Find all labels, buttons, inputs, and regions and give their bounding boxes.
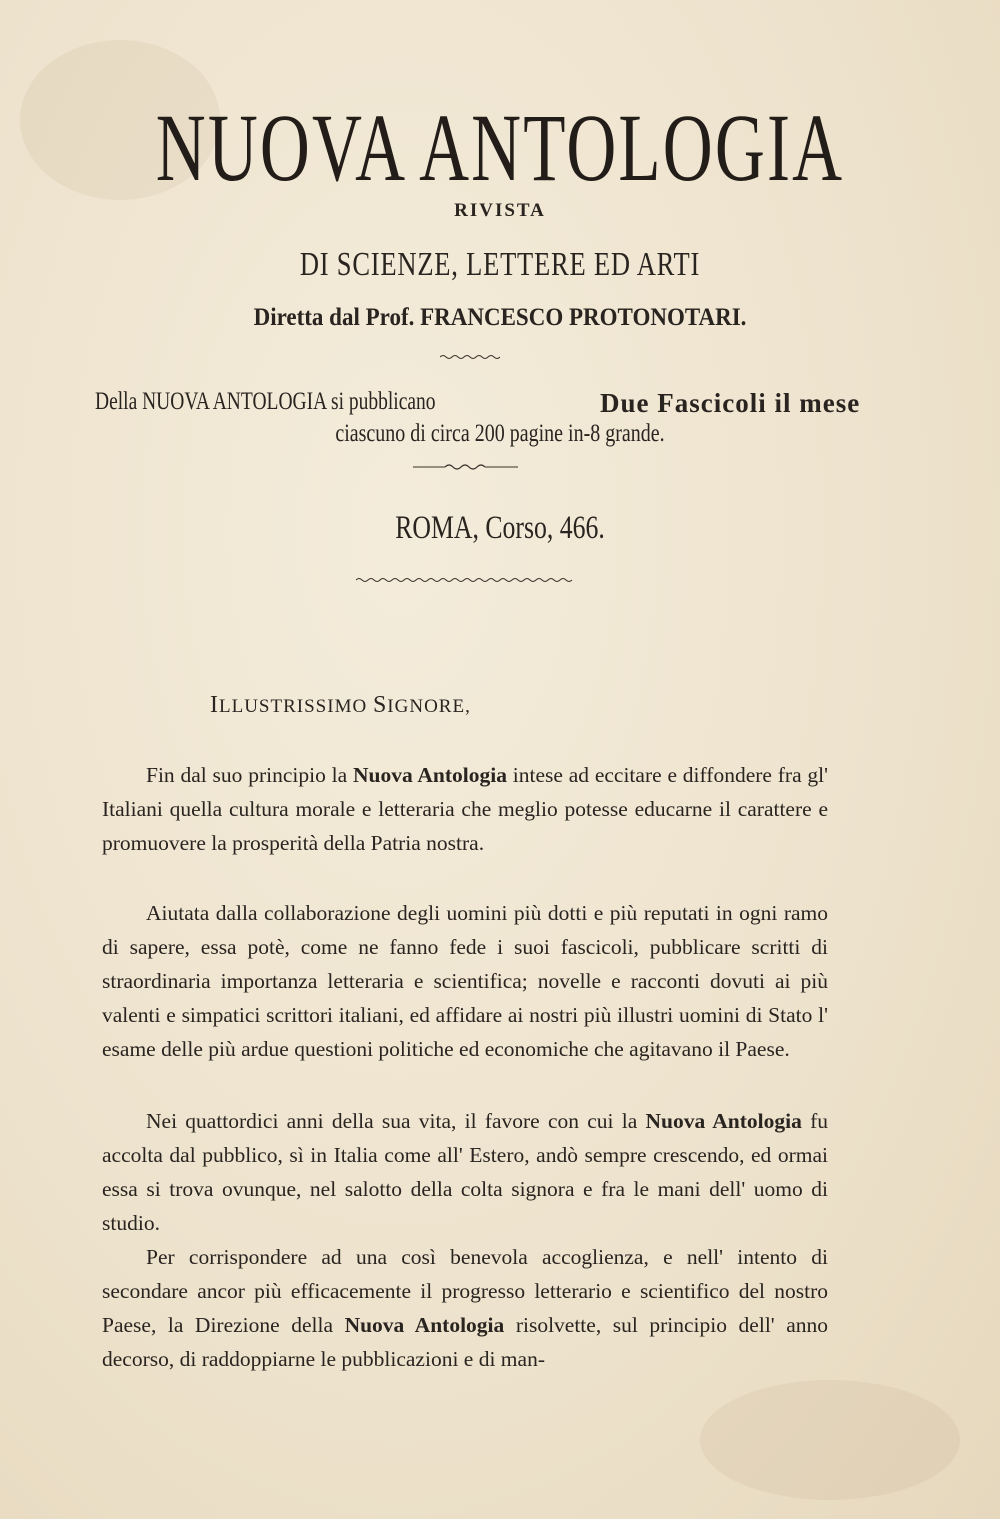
masthead-subject: DI SCIENZE, LETTERE ED ARTI [299,246,701,283]
letter-paragraph-4: Per corrispondere ad una così benevola accoglienza, e nell' intento di secondare ancor più efficacemente il progresso letterario e scientifico del nostro Paese, la Direzione della Nuova Antologia risolvette, sul principio dell' anno decorso, di raddoppiarne le pubblicazioni e di man- [102,1245,828,1371]
publication-line-2: ciascuno di circa 200 pagine in-8 grande. [335,420,665,447]
publication-frequency: Due Fascicoli il mese [600,388,861,418]
letter-paragraph-2: Aiutata dalla collaborazione degli uomini più dotti e più reputati in ogni ramo di sapere, essa potè, come ne fanno fede i suoi fascicoli, pubblicare scritti di straordinaria importanza letteraria e scientifica; novelle e racconti dovuti ai più valenti e simpatici scrittori italiani, ed affidare ai nostri più illustri uomini di Stato l' esame delle più ardue questioni politiche ed economiche che agitavano il Paese. [102,901,828,1061]
journal-name: Nuova Antologia [344,1313,505,1337]
long-wavy-rule-ornament [356,575,574,585]
masthead-subtitle: RIVISTA [454,200,546,221]
director-line: Diretta dal Prof. FRANCESCO PROTONOTARI. [253,304,747,331]
journal-name: Nuova Antologia [353,763,507,787]
letter-paragraph-3: Nei quattordici anni della sua vita, il favore con cui la Nuova Antologia fu accolta dal pubblico, sì in Italia come all' Estero, andò sempre crescendo, ed ormai essa si trova ovunque, nel salotto della colta signora e fra le mani dell' uomo di studio. [102,1109,829,1235]
publication-line-1 [95,388,861,418]
wavy-rule-ornament [440,352,500,362]
paper-stain [700,1380,960,1500]
masthead-title: NUOVA ANTOLOGIA [155,94,845,201]
salutation: ILLUSTRISSIMO SIGNORE, [210,692,471,718]
journal-name: Nuova Antologia [645,1109,802,1133]
scroll-rule-ornament [413,462,518,472]
publication-prefix: Della NUOVA ANTOLOGIA si pubblicano [95,388,436,415]
letter-paragraph-1: Fin dal suo principio la Nuova Antologia intese ad eccitare e diffondere fra gl' Italiani quella cultura morale e letteraria che meglio potesse educarne il carattere e promuovere la prosperità della Patria nostra. [102,763,829,855]
address-line: ROMA, Corso, 466. [395,510,605,546]
